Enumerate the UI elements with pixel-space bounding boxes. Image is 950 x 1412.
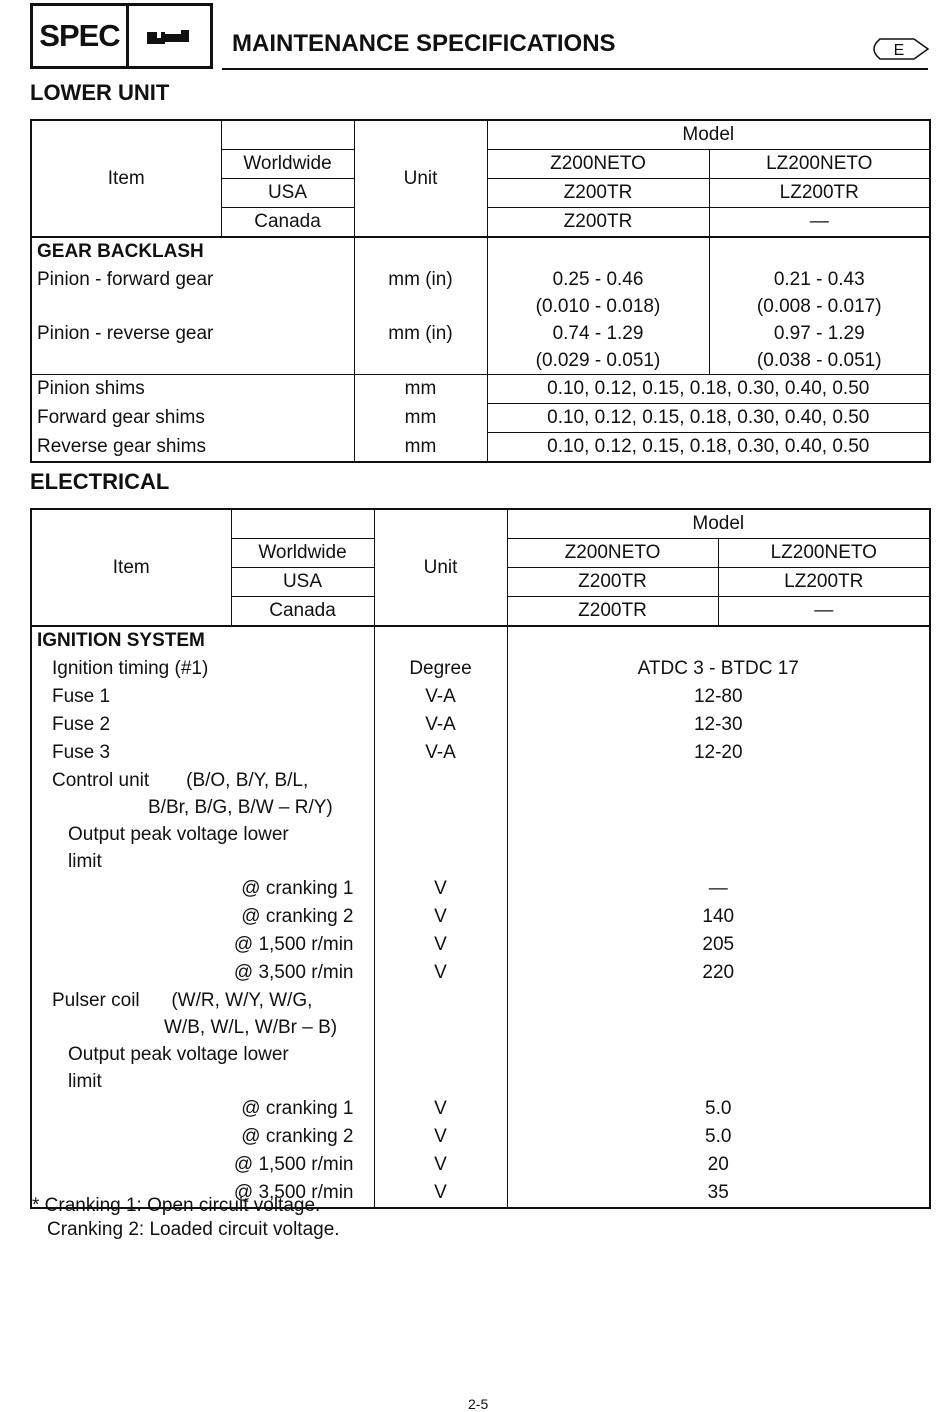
market-worldwide: Worldwide bbox=[221, 150, 354, 179]
row-value: 5.0 bbox=[507, 1123, 930, 1151]
row-unit: V-A bbox=[374, 711, 507, 739]
model-header: Model bbox=[507, 509, 930, 539]
row-value: 12-30 bbox=[507, 711, 930, 739]
row-value: — bbox=[507, 875, 930, 903]
group-ignition-system: IGNITION SYSTEM bbox=[31, 626, 374, 655]
row-value: 0.74 - 1.29 (0.029 - 0.051) bbox=[487, 320, 709, 375]
row-unit: V bbox=[374, 931, 507, 959]
control-unit-label: Control unit (B/O, B/Y, B/L, B/Br, B/G, B/W – R/Y) bbox=[31, 767, 374, 821]
model-cell: Z200TR bbox=[507, 597, 718, 627]
row-label: @ cranking 2 bbox=[31, 1123, 374, 1151]
row-value: 0.25 - 0.46 (0.010 - 0.018) bbox=[487, 266, 709, 320]
model-cell: LZ200TR bbox=[718, 568, 930, 597]
model-cell: — bbox=[709, 208, 930, 238]
model-cell: LZ200NETO bbox=[718, 539, 930, 568]
market-canada: Canada bbox=[231, 597, 374, 627]
spec-tab bbox=[30, 3, 213, 69]
row-value: 0.10, 0.12, 0.15, 0.18, 0.30, 0.40, 0.50 bbox=[487, 375, 930, 404]
row-label: @ cranking 1 bbox=[31, 1095, 374, 1123]
lower-unit-table bbox=[30, 119, 931, 463]
market-usa: USA bbox=[231, 568, 374, 597]
row-unit: V bbox=[374, 959, 507, 987]
row-value: 205 bbox=[507, 931, 930, 959]
row-value: 0.10, 0.12, 0.15, 0.18, 0.30, 0.40, 0.50 bbox=[487, 433, 930, 463]
model-cell: Z200TR bbox=[507, 568, 718, 597]
wrench-tool-icon bbox=[145, 28, 233, 52]
electrical-table bbox=[30, 508, 931, 1209]
spec-label: SPEC bbox=[33, 6, 129, 66]
item-header: Item bbox=[31, 120, 221, 237]
row-label: @ cranking 2 bbox=[31, 903, 374, 931]
pulser-coil-label: Pulser coil (W/R, W/Y, W/G, W/B, W/L, W/Br – B) bbox=[31, 987, 374, 1041]
row-value: 220 bbox=[507, 959, 930, 987]
unit-header: Unit bbox=[374, 509, 507, 626]
row-unit: V bbox=[374, 1123, 507, 1151]
row-unit: Degree bbox=[374, 655, 507, 683]
row-value: 0.10, 0.12, 0.15, 0.18, 0.30, 0.40, 0.50 bbox=[487, 404, 930, 433]
row-label: Fuse 2 bbox=[31, 711, 374, 739]
model-cell: Z200NETO bbox=[487, 150, 709, 179]
section-title-lower-unit: LOWER UNIT bbox=[30, 80, 170, 105]
row-value: 12-80 bbox=[507, 683, 930, 711]
page-title: MAINTENANCE SPECIFICATIONS bbox=[232, 30, 616, 57]
row-value: 35 bbox=[507, 1179, 930, 1208]
row-value: 20 bbox=[507, 1151, 930, 1179]
row-value: 5.0 bbox=[507, 1095, 930, 1123]
row-unit: V-A bbox=[374, 739, 507, 767]
model-cell: Z200TR bbox=[487, 179, 709, 208]
section-title-electrical: ELECTRICAL bbox=[30, 469, 170, 494]
row-unit: V bbox=[374, 875, 507, 903]
output-peak-label: Output peak voltage lower limit bbox=[31, 1041, 374, 1095]
model-cell: Z200NETO bbox=[507, 539, 718, 568]
row-unit: mm bbox=[354, 433, 487, 463]
model-cell: LZ200TR bbox=[709, 179, 930, 208]
row-label: Pinion - reverse gear bbox=[31, 320, 354, 375]
output-peak-label: Output peak voltage lower limit bbox=[31, 821, 374, 875]
model-cell: — bbox=[718, 597, 930, 627]
row-label: Reverse gear shims bbox=[31, 433, 354, 463]
row-label: Pinion shims bbox=[31, 375, 354, 404]
row-value: 140 bbox=[507, 903, 930, 931]
row-unit: V bbox=[374, 1151, 507, 1179]
row-label: Forward gear shims bbox=[31, 404, 354, 433]
footnote-line: * Cranking 1: Open circuit voltage. bbox=[32, 1195, 321, 1216]
row-unit: mm (in) bbox=[354, 266, 487, 320]
row-label: @ 3,500 r/min bbox=[31, 959, 374, 987]
item-header: Item bbox=[31, 509, 231, 626]
row-label: @ 3,500 r/min bbox=[31, 1179, 374, 1208]
page-number: 2-5 bbox=[468, 1396, 489, 1412]
row-value: ATDC 3 - BTDC 17 bbox=[507, 655, 930, 683]
market-usa: USA bbox=[221, 179, 354, 208]
model-cell: LZ200NETO bbox=[709, 150, 930, 179]
footnote-line: Cranking 2: Loaded circuit voltage. bbox=[47, 1219, 340, 1240]
row-label: @ 1,500 r/min bbox=[31, 931, 374, 959]
language-badge-letter: E bbox=[893, 42, 905, 59]
row-label: Fuse 3 bbox=[31, 739, 374, 767]
row-value: 12-20 bbox=[507, 739, 930, 767]
row-label: Fuse 1 bbox=[31, 683, 374, 711]
footnote bbox=[32, 1194, 340, 1242]
row-unit: V bbox=[374, 1179, 507, 1208]
row-value: 0.97 - 1.29 (0.038 - 0.051) bbox=[709, 320, 930, 375]
model-cell: Z200TR bbox=[487, 208, 709, 238]
header-rule bbox=[222, 68, 928, 70]
language-badge-icon bbox=[866, 37, 930, 61]
row-value: 0.21 - 0.43 (0.008 - 0.017) bbox=[709, 266, 930, 320]
row-unit: mm bbox=[354, 404, 487, 433]
row-unit: mm (in) bbox=[354, 320, 487, 375]
row-unit: V bbox=[374, 903, 507, 931]
row-unit: V-A bbox=[374, 683, 507, 711]
market-worldwide: Worldwide bbox=[231, 539, 374, 568]
group-gear-backlash: GEAR BACKLASH bbox=[31, 237, 354, 266]
unit-header: Unit bbox=[354, 120, 487, 237]
row-label: @ cranking 1 bbox=[31, 875, 374, 903]
row-label: Ignition timing (#1) bbox=[31, 655, 374, 683]
row-unit: mm bbox=[354, 375, 487, 404]
row-unit: V bbox=[374, 1095, 507, 1123]
row-label: @ 1,500 r/min bbox=[31, 1151, 374, 1179]
model-header: Model bbox=[487, 120, 930, 150]
market-canada: Canada bbox=[221, 208, 354, 238]
row-label: Pinion - forward gear bbox=[31, 266, 354, 320]
